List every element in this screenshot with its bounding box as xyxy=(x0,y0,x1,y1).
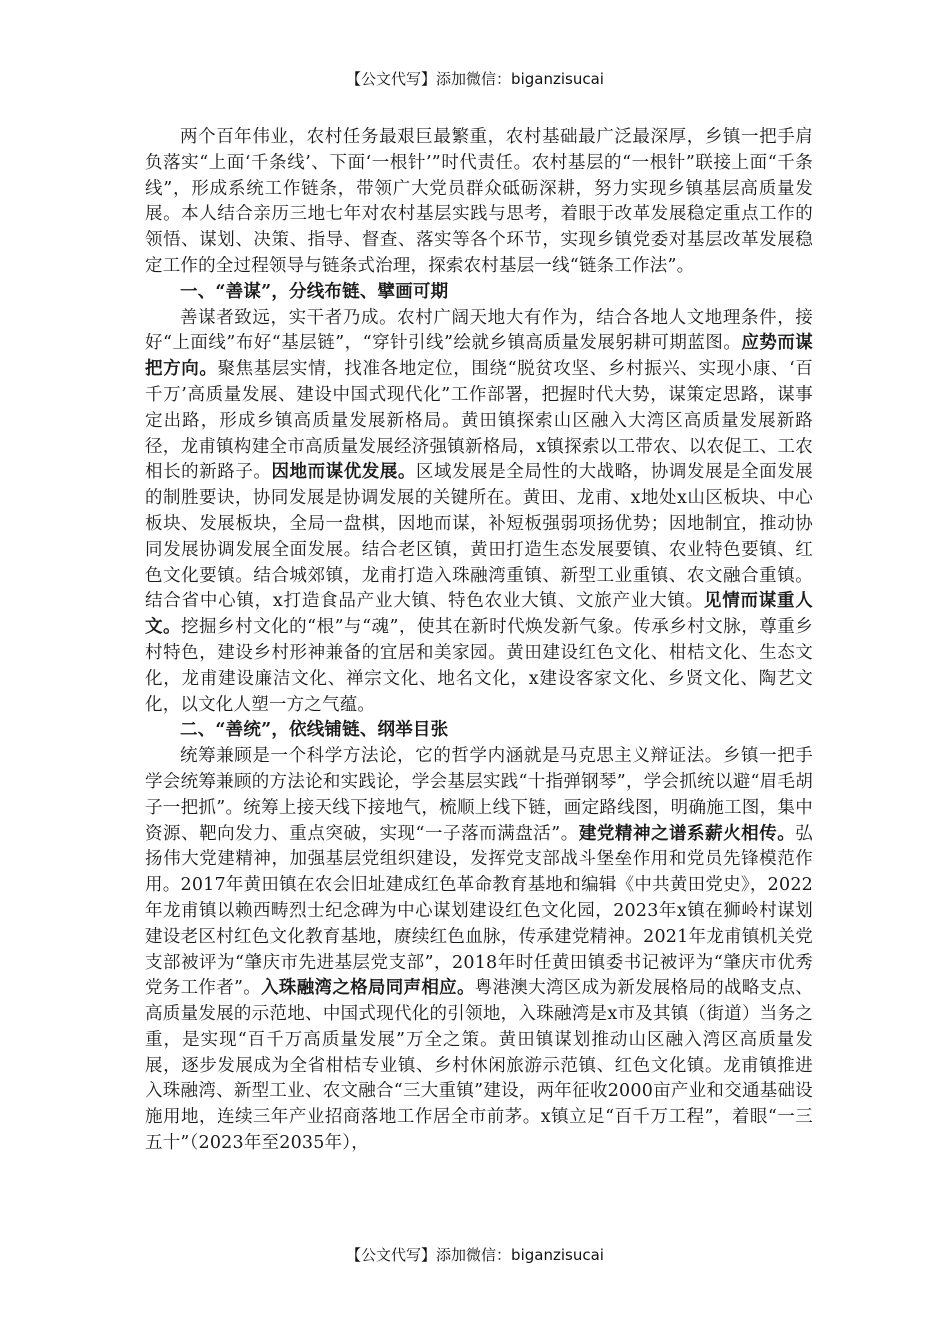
section1-text-d: 区域发展是全局性的大战略，协调发展是全面发展的制胜要诀，协同发展是协调发展的关键所在。黄田、龙甫、x地处x山区板块、中心板块、发展板块，全局一盘棋，因地而谋，补短板强弱项扬优势；因地制宜，推动协同发展协调发展全面发展。结合老区镇，黄田打造生态发展要镇、农业特色要镇、红色文化要镇。结合城郊镇，龙甫打造入珠融湾重镇、新型工业重镇、农文融合重镇。结合省中心镇，x打造食品产业大镇、特色农业大镇、文旅产业大镇。 xyxy=(145,462,813,612)
page-footer: 【公文代写】添加微信：biganzisucai xyxy=(346,1246,604,1264)
section2-text-c: 弘扬伟大党建精神，加强基层党组织建设，发挥党支部战斗堡垒作用和党员先锋模范作用。2017年黄田镇在农会旧址建成红色革命教育基地和编辑《中共黄田党史》，2022年龙甫镇以赖西畴烈士纪念碑为中心谋划建设红色文化园，2023年x镇在狮岭村谋划建设老区村红色文化教育基地，赓续红色血脉，传承建党精神。2021年龙甫镇机关党支部被评为“肇庆市先进基层党支部”，2018年时任黄田镇委书记被评为“肇庆市优秀党务工作者”。 xyxy=(145,823,813,999)
intro-paragraph xyxy=(145,125,813,280)
section-heading-1: 一、“善谋”，分线布链、擘画可期 xyxy=(180,281,449,302)
section2-text-a: 统筹兼顾是一个科学方法论，它的哲学内涵就是马克思主义辩证法。乡镇一把手学会统筹兼顾的方法论和实践论，学会基层实践“十指弹钢琴”，学会抓统以避“眉毛胡子一把抓”。统筹上接天线下接地气，梳顺上线下链，画定路线图，明确施工图，集中资源、靶向发力、重点突破，实现“一子落而满盘活”。 xyxy=(145,746,813,844)
section1-bold-1: 应势而谋把方向。 xyxy=(145,333,813,380)
section1-bold-2: 因地而谋优发展。 xyxy=(271,462,416,483)
section-heading-2: 二、“善统”，依线铺链、纲举目张 xyxy=(180,720,449,741)
section1-text-a: 善谋者致远，实干者乃成。农村广阔天地大有作为，结合各地人文地理条件，接好“上面线”布好“基层链”，“穿针引线”绘就乡镇高质量发展躬耕可期蓝图。 xyxy=(145,307,813,354)
section1-text-c: 聚焦基层实情，找准各地定位，围绕“脱贫攻坚、乡村振兴、实现小康、‘百千万’高质量发展、建设中国式现代化”工作部署，把握时代大势，谋策定思路，谋事定出路，形成乡镇高质量发展新格局。黄田镇探索山区融入大湾区高质量发展新路径，龙甫镇构建全市高质量发展经济强镇新格局，x镇探索以工带农、以农促工、工农相长的新路子。 xyxy=(145,359,813,483)
section1-bold-3: 见情而谋重人文。 xyxy=(145,591,813,638)
intro-text: 两个百年伟业，农村任务最艰巨最繁重，农村基础最广泛最深厚，乡镇一把手肩负落实“上面‘千条线’、下面‘一根针’”时代责任。农村基层的“一根针”联接上面“千条线”，形成系统工作链条，带领广大党员群众砥砺深耕，努力实现乡镇基层高质量发展。本人结合亲历三地七年对农村基层实践与思考，着眼于改革发展稳定重点工作的领悟、谋划、决策、指导、督查、落实等各个环节，实现乡镇党委对基层改革发展稳定工作的全过程领导与链条式治理，探索农村基层一线“链条工作法”。 xyxy=(145,127,813,276)
section2-bold-1: 建党精神之谱系薪火相传。 xyxy=(578,823,796,844)
page-header: 【公文代写】添加微信：biganzisucai xyxy=(346,70,604,88)
section2-text-d: 粤港澳大湾区成为新发展格局的战略支点、高质量发展的示范地、中国式现代化的引领地，入珠融湾是x市及其镇（街道）当务之重，是实现“百千万高质量发展”万全之策。黄田镇谋划推动山区融入湾区高质量发展，逐步发展成为全省柑桔专业镇、乡村休闲旅游示范镇、红色文化镇。龙甫镇推进入珠融湾、新型工业、农文融合“三大重镇”建设，两年征收2000亩产业和交通基础设施用地，连续三年产业招商落地工作居全市前茅。x镇立足“百千万工程”，着眼“一三五十”（2023年至2035年）， xyxy=(145,978,813,1154)
section2-paragraph xyxy=(145,744,813,1157)
section2-bold-2: 入珠融湾之格局同声相应。 xyxy=(261,978,475,999)
section1-text-e: 挖掘乡村文化的“根”与“魂”，使其在新时代焕发新气象。传承乡村文脉，尊重乡村特色，建设乡村形神兼备的宜居和美家园。黄田建设红色文化、柑桔文化、生态文化，龙甫建设廉洁文化、禅宗文化、地名文化，x建设客家文化、乡贤文化、陶艺文化，以文化人塑一方之气蕴。 xyxy=(145,617,813,715)
document-body xyxy=(145,125,813,1157)
section1-paragraph xyxy=(145,306,813,719)
